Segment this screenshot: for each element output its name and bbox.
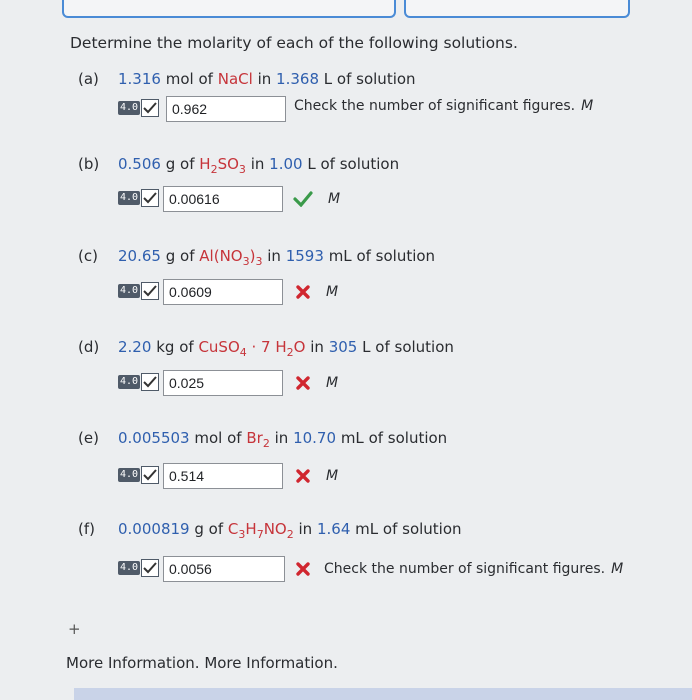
more-information-link[interactable]: More Information. More Information. bbox=[66, 654, 338, 672]
question-text bbox=[78, 520, 462, 541]
points-label: 4.0 bbox=[120, 376, 139, 387]
points-label: 4.0 bbox=[120, 285, 139, 296]
unit-label: M bbox=[326, 468, 339, 484]
part-letter: (f) bbox=[78, 520, 95, 538]
question-text bbox=[78, 70, 416, 88]
in-word: in bbox=[274, 429, 289, 447]
unit-label: M bbox=[611, 561, 624, 577]
amount-unit: g bbox=[194, 520, 204, 538]
volume-value: 1.00 bbox=[269, 155, 303, 173]
submitted-check-icon bbox=[141, 466, 159, 484]
chemical-formula: CuSO$_4$ · 7 $H_2O$ bbox=[198, 338, 306, 359]
volume-unit: mL bbox=[328, 247, 352, 265]
incorrect-x-icon bbox=[292, 281, 314, 303]
of-word: of bbox=[227, 429, 242, 447]
answer-input[interactable]: 0.0609 bbox=[163, 279, 283, 305]
unit-label: M bbox=[581, 98, 594, 114]
feedback-text: Check the number of significant figures. bbox=[294, 98, 576, 114]
submitted-check-icon bbox=[141, 373, 159, 391]
solution-tail: of solution bbox=[382, 520, 462, 538]
points-badge bbox=[118, 282, 159, 300]
part-letter: (a) bbox=[78, 70, 99, 88]
amount-value: 0.000819 bbox=[118, 520, 190, 538]
chemical-formula: $Al(NO_3)_3$ bbox=[199, 247, 263, 268]
answer-input[interactable]: 0.0056 bbox=[163, 556, 285, 582]
in-word: in bbox=[257, 70, 272, 88]
amount-unit: mol bbox=[194, 429, 223, 447]
amount-value: 2.20 bbox=[118, 338, 152, 356]
answer-input[interactable]: 0.962 bbox=[166, 96, 286, 122]
answer-input[interactable]: 0.00616 bbox=[163, 186, 283, 212]
points-label: 4.0 bbox=[120, 562, 139, 573]
solution-tail: of solution bbox=[320, 155, 400, 173]
answer-feedback bbox=[292, 372, 338, 394]
top-tab-right[interactable] bbox=[404, 0, 630, 18]
top-tab-left[interactable] bbox=[62, 0, 396, 18]
page-title: Determine the molarity of each of the following solutions. bbox=[70, 34, 518, 52]
part-letter: (d) bbox=[78, 338, 100, 356]
chemical-formula: $C_3H_7NO_2$ bbox=[227, 520, 294, 541]
chemical-formula: NaCl bbox=[217, 70, 253, 88]
question-text bbox=[78, 338, 454, 359]
incorrect-x-icon bbox=[292, 465, 314, 487]
points-badge bbox=[118, 99, 159, 117]
amount-value: 20.65 bbox=[118, 247, 161, 265]
points-label: 4.0 bbox=[120, 192, 139, 203]
incorrect-x-icon bbox=[292, 372, 314, 394]
answer-feedback bbox=[292, 465, 338, 487]
volume-unit: mL bbox=[340, 429, 364, 447]
points-badge bbox=[118, 559, 159, 577]
amount-unit: g bbox=[165, 247, 176, 265]
amount-value: 1.316 bbox=[118, 70, 161, 88]
answer-feedback bbox=[292, 188, 340, 210]
bottom-bar bbox=[74, 688, 692, 700]
part-letter: (c) bbox=[78, 247, 98, 265]
volume-unit: mL bbox=[355, 520, 379, 538]
amount-unit: mol bbox=[165, 70, 194, 88]
volume-unit: L bbox=[323, 70, 333, 88]
of-word: of bbox=[180, 247, 195, 265]
answer-feedback bbox=[292, 558, 623, 580]
amount-unit: kg bbox=[156, 338, 175, 356]
solution-tail: of solution bbox=[375, 338, 454, 356]
points-label: 4.0 bbox=[120, 469, 139, 480]
correct-check-icon bbox=[292, 188, 314, 210]
of-word: of bbox=[179, 338, 194, 356]
chemical-formula: $Br_2$ bbox=[246, 429, 270, 450]
answer-input[interactable]: 0.025 bbox=[163, 370, 283, 396]
points-badge bbox=[118, 373, 159, 391]
amount-value: 0.005503 bbox=[118, 429, 190, 447]
volume-value: 1.64 bbox=[316, 520, 351, 538]
question-text bbox=[78, 247, 435, 268]
in-word: in bbox=[310, 338, 324, 356]
volume-value: 1593 bbox=[285, 247, 324, 265]
in-word: in bbox=[267, 247, 281, 265]
incorrect-x-icon bbox=[292, 558, 314, 580]
submitted-check-icon bbox=[141, 559, 159, 577]
answer-feedback bbox=[292, 281, 338, 303]
answer-input[interactable]: 0.514 bbox=[163, 463, 283, 489]
points-label: 4.0 bbox=[120, 102, 139, 113]
submitted-check-icon bbox=[141, 282, 159, 300]
in-word: in bbox=[250, 155, 265, 173]
question-text bbox=[78, 429, 447, 450]
part-letter: (e) bbox=[78, 429, 99, 447]
volume-value: 305 bbox=[328, 338, 358, 356]
solution-tail: of solution bbox=[336, 70, 416, 88]
of-word: of bbox=[198, 70, 213, 88]
answer-feedback bbox=[294, 98, 593, 114]
amount-unit: g bbox=[165, 155, 176, 173]
feedback-text: Check the number of significant figures. bbox=[324, 561, 606, 577]
chemical-formula: $H_2SO_3$ bbox=[199, 155, 246, 176]
submitted-check-icon bbox=[141, 99, 159, 117]
of-word: of bbox=[180, 155, 195, 173]
of-word: of bbox=[208, 520, 224, 538]
solution-tail: of solution bbox=[368, 429, 448, 447]
expand-icon[interactable]: + bbox=[68, 620, 81, 638]
submitted-check-icon bbox=[141, 189, 159, 207]
unit-label: M bbox=[326, 284, 339, 300]
volume-value: 1.368 bbox=[276, 70, 319, 88]
volume-value: 10.70 bbox=[293, 429, 337, 447]
unit-label: M bbox=[326, 375, 339, 391]
points-badge bbox=[118, 466, 159, 484]
unit-label: M bbox=[328, 191, 341, 207]
volume-unit: L bbox=[362, 338, 371, 356]
points-badge bbox=[118, 189, 159, 207]
solution-tail: of solution bbox=[356, 247, 436, 265]
question-text bbox=[78, 155, 399, 176]
part-letter: (b) bbox=[78, 155, 100, 173]
in-word: in bbox=[298, 520, 313, 538]
amount-value: 0.506 bbox=[118, 155, 161, 173]
volume-unit: L bbox=[307, 155, 316, 173]
